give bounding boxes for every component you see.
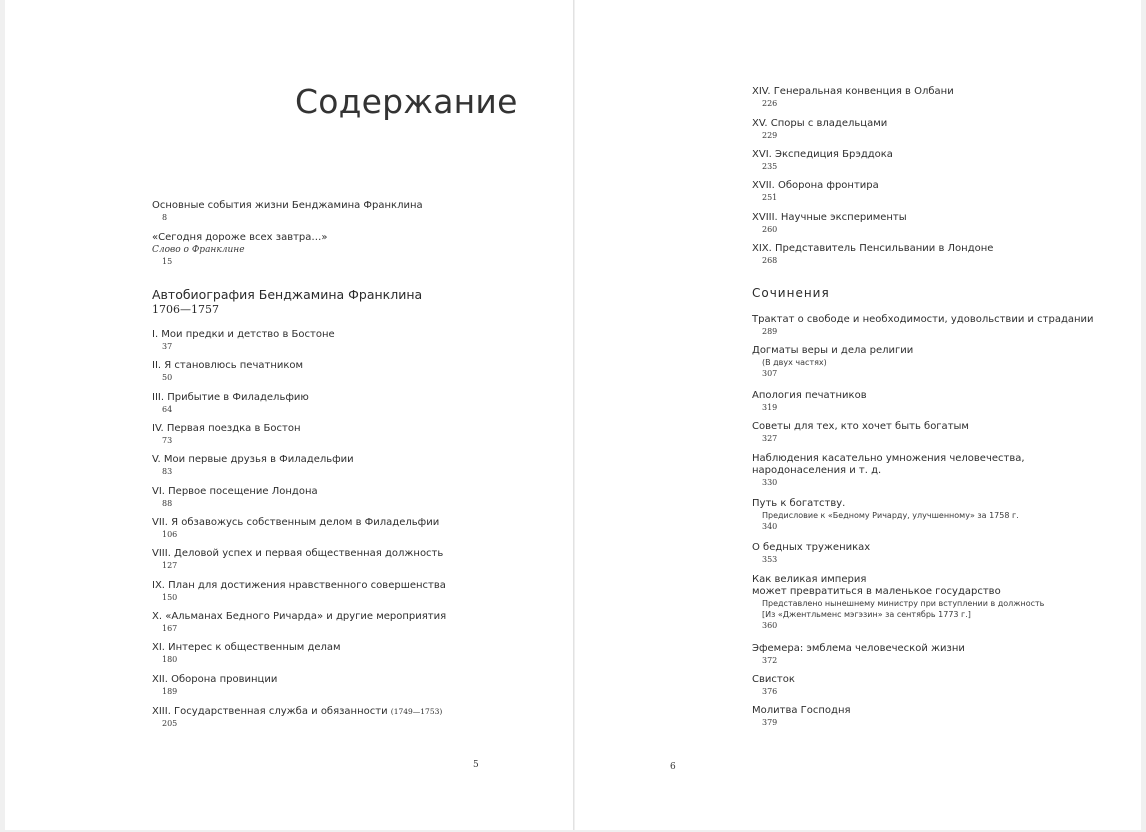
entry-page: 251: [762, 193, 778, 202]
page-title: Содержание: [295, 82, 518, 121]
entry-page: 50: [162, 373, 173, 382]
entry-title: XI. Интерес к общественным делам: [152, 642, 341, 653]
entry-subtitle: Слово о Франклине: [152, 245, 245, 255]
toc-entry-chapter[interactable]: [152, 548, 443, 572]
toc-entry-work[interactable]: [752, 674, 795, 698]
entry-page: 127: [162, 561, 178, 570]
entry-page: 73: [162, 436, 173, 445]
entry-title: V. Мои первые друзья в Филадельфии: [152, 454, 354, 465]
entry-page: 64: [162, 405, 173, 414]
entry-title: Апология печатников: [752, 390, 867, 401]
entry-title: VI. Первое посещение Лондона: [152, 486, 318, 497]
entry-page: 8: [162, 213, 168, 222]
entry-page: 260: [762, 225, 778, 234]
entry-title: Свисток: [752, 674, 795, 685]
entry-page: 327: [762, 434, 778, 443]
entry-title-text: XIII. Государственная служба и обязанности: [152, 706, 388, 717]
toc-entry-work[interactable]: [752, 643, 965, 667]
entry-page: 15: [162, 257, 173, 266]
entry-title: О бедных тружениках: [752, 542, 871, 553]
toc-entry-chapter[interactable]: [152, 580, 446, 604]
entry-title: [152, 706, 442, 718]
entry-title: XVIII. Научные эксперименты: [752, 212, 907, 223]
toc-entry-work[interactable]: [752, 314, 1094, 338]
entry-page: 189: [162, 687, 178, 696]
entry-title: «Сегодня дороже всех завтра…»: [152, 232, 328, 243]
entry-title: XVII. Оборона фронтира: [752, 180, 879, 191]
toc-entry-chapter[interactable]: [152, 392, 309, 416]
entry-page: 150: [162, 593, 178, 602]
entry-title: IX. План для достижения нравственного совершенства: [152, 580, 446, 591]
entry-page: 83: [162, 467, 173, 476]
toc-entry-chapter[interactable]: [152, 454, 354, 478]
toc-entry-events[interactable]: [152, 200, 423, 224]
entry-page: 88: [162, 499, 173, 508]
toc-entry-work[interactable]: [752, 498, 1019, 533]
toc-entry-work[interactable]: [752, 574, 1044, 632]
toc-entry-chapter[interactable]: [152, 611, 446, 635]
entry-page: 167: [162, 624, 178, 633]
toc-entry-chapter[interactable]: [752, 180, 879, 204]
entry-title-line2: может превратиться в маленькое государство: [752, 586, 1001, 597]
toc-entry-chapter[interactable]: [152, 674, 277, 698]
entry-title: VIII. Деловой успех и первая общественная должность: [152, 548, 444, 559]
entry-title: XV. Споры с владельцами: [752, 118, 888, 129]
entry-title: X. «Альманах Бедного Ричарда» и другие мероприятия: [152, 611, 447, 622]
toc-entry-work[interactable]: [752, 542, 870, 566]
entry-title: VII. Я обзавожусь собственным делом в Филадельфии: [152, 517, 440, 528]
toc-entry-chapter[interactable]: [152, 642, 341, 666]
toc-entry-essay[interactable]: [152, 232, 328, 268]
entry-page: 376: [762, 687, 778, 696]
entry-note: Представлено нынешнему министру при вступлении в должность: [762, 599, 1045, 608]
entry-title-line2: народонаселения и т. д.: [752, 465, 882, 476]
entry-title: Путь к богатству.: [752, 498, 846, 509]
entry-page: 37: [162, 342, 173, 351]
entry-title: XIX. Представитель Пенсильвании в Лондоне: [752, 243, 994, 254]
entry-title: II. Я становлюсь печатником: [152, 360, 304, 371]
entry-note: Предисловие к «Бедному Ричарду, улучшенному» за 1758 г.: [762, 511, 1019, 520]
entry-page: 307: [762, 369, 778, 378]
entry-title: XVI. Экспедиция Брэддока: [752, 149, 893, 160]
entry-title: XIV. Генеральная конвенция в Олбани: [752, 86, 954, 97]
toc-entry-chapter[interactable]: [752, 86, 954, 110]
entry-page: 330: [762, 478, 778, 487]
section-heading-works: Сочинения: [752, 286, 830, 300]
toc-entry-chapter[interactable]: [152, 329, 335, 353]
toc-entry-work[interactable]: [752, 421, 969, 445]
entry-note-line2: [Из «Джентльменс мэгэзин» за сентябрь 1773 г.]: [762, 610, 971, 619]
entry-page: 226: [762, 99, 778, 108]
entry-title: IV. Первая поездка в Бостон: [152, 423, 301, 434]
entry-page: 205: [162, 719, 178, 728]
entry-page: 229: [762, 131, 778, 140]
page-number: 5: [473, 760, 479, 770]
entry-title: Наблюдения касательно умножения человечества,: [752, 453, 1025, 464]
right-page: [575, 0, 1141, 830]
entry-title: Трактат о свободе и необходимости, удовольствии и страдании: [752, 314, 1094, 325]
entry-page: 268: [762, 256, 778, 265]
entry-title: III. Прибытие в Филадельфию: [152, 392, 309, 403]
page-number: 6: [670, 762, 676, 772]
toc-entry-chapter[interactable]: [152, 706, 442, 730]
entry-page: 372: [762, 656, 778, 665]
entry-page: 360: [762, 621, 778, 630]
entry-title-years: (1749—1753): [390, 707, 443, 716]
toc-entry-work[interactable]: [752, 390, 867, 414]
left-page: [5, 0, 574, 830]
entry-title: Эфемера: эмблема человеческой жизни: [752, 643, 965, 654]
toc-entry-chapter[interactable]: [152, 423, 301, 447]
toc-entry-work[interactable]: [752, 453, 1025, 489]
entry-page: 289: [762, 327, 778, 336]
section-years: 1706—1757: [152, 303, 219, 316]
section-heading-autobiography: [152, 287, 422, 317]
entry-title: Советы для тех, кто хочет быть богатым: [752, 421, 969, 432]
section-title: Автобиография Бенджамина Франклина: [152, 287, 423, 302]
entry-title: Основные события жизни Бенджамина Франклина: [152, 200, 423, 211]
toc-entry-chapter[interactable]: [152, 517, 439, 541]
entry-title: I. Мои предки и детство в Бостоне: [152, 329, 335, 340]
entry-page: 235: [762, 162, 778, 171]
entry-page: 353: [762, 555, 778, 564]
entry-title: Как великая империя: [752, 574, 867, 585]
toc-entry-chapter[interactable]: [752, 149, 893, 173]
toc-entry-chapter[interactable]: [152, 360, 303, 384]
toc-entry-chapter[interactable]: [752, 243, 993, 267]
entry-page: 319: [762, 403, 778, 412]
entry-title: XII. Оборона провинции: [152, 674, 278, 685]
toc-entry-work[interactable]: [752, 705, 851, 729]
entry-page: 379: [762, 718, 778, 727]
toc-entry-work[interactable]: [752, 345, 913, 380]
toc-entry-chapter[interactable]: [752, 118, 887, 142]
entry-page: 106: [162, 530, 178, 539]
entry-page: 180: [162, 655, 178, 664]
entry-title: Догматы веры и дела религии: [752, 345, 914, 356]
entry-title: Молитва Господня: [752, 705, 851, 716]
entry-page: 340: [762, 522, 778, 531]
toc-entry-chapter[interactable]: [152, 486, 318, 510]
toc-entry-chapter[interactable]: [752, 212, 907, 236]
entry-note: (В двух частях): [762, 358, 827, 367]
